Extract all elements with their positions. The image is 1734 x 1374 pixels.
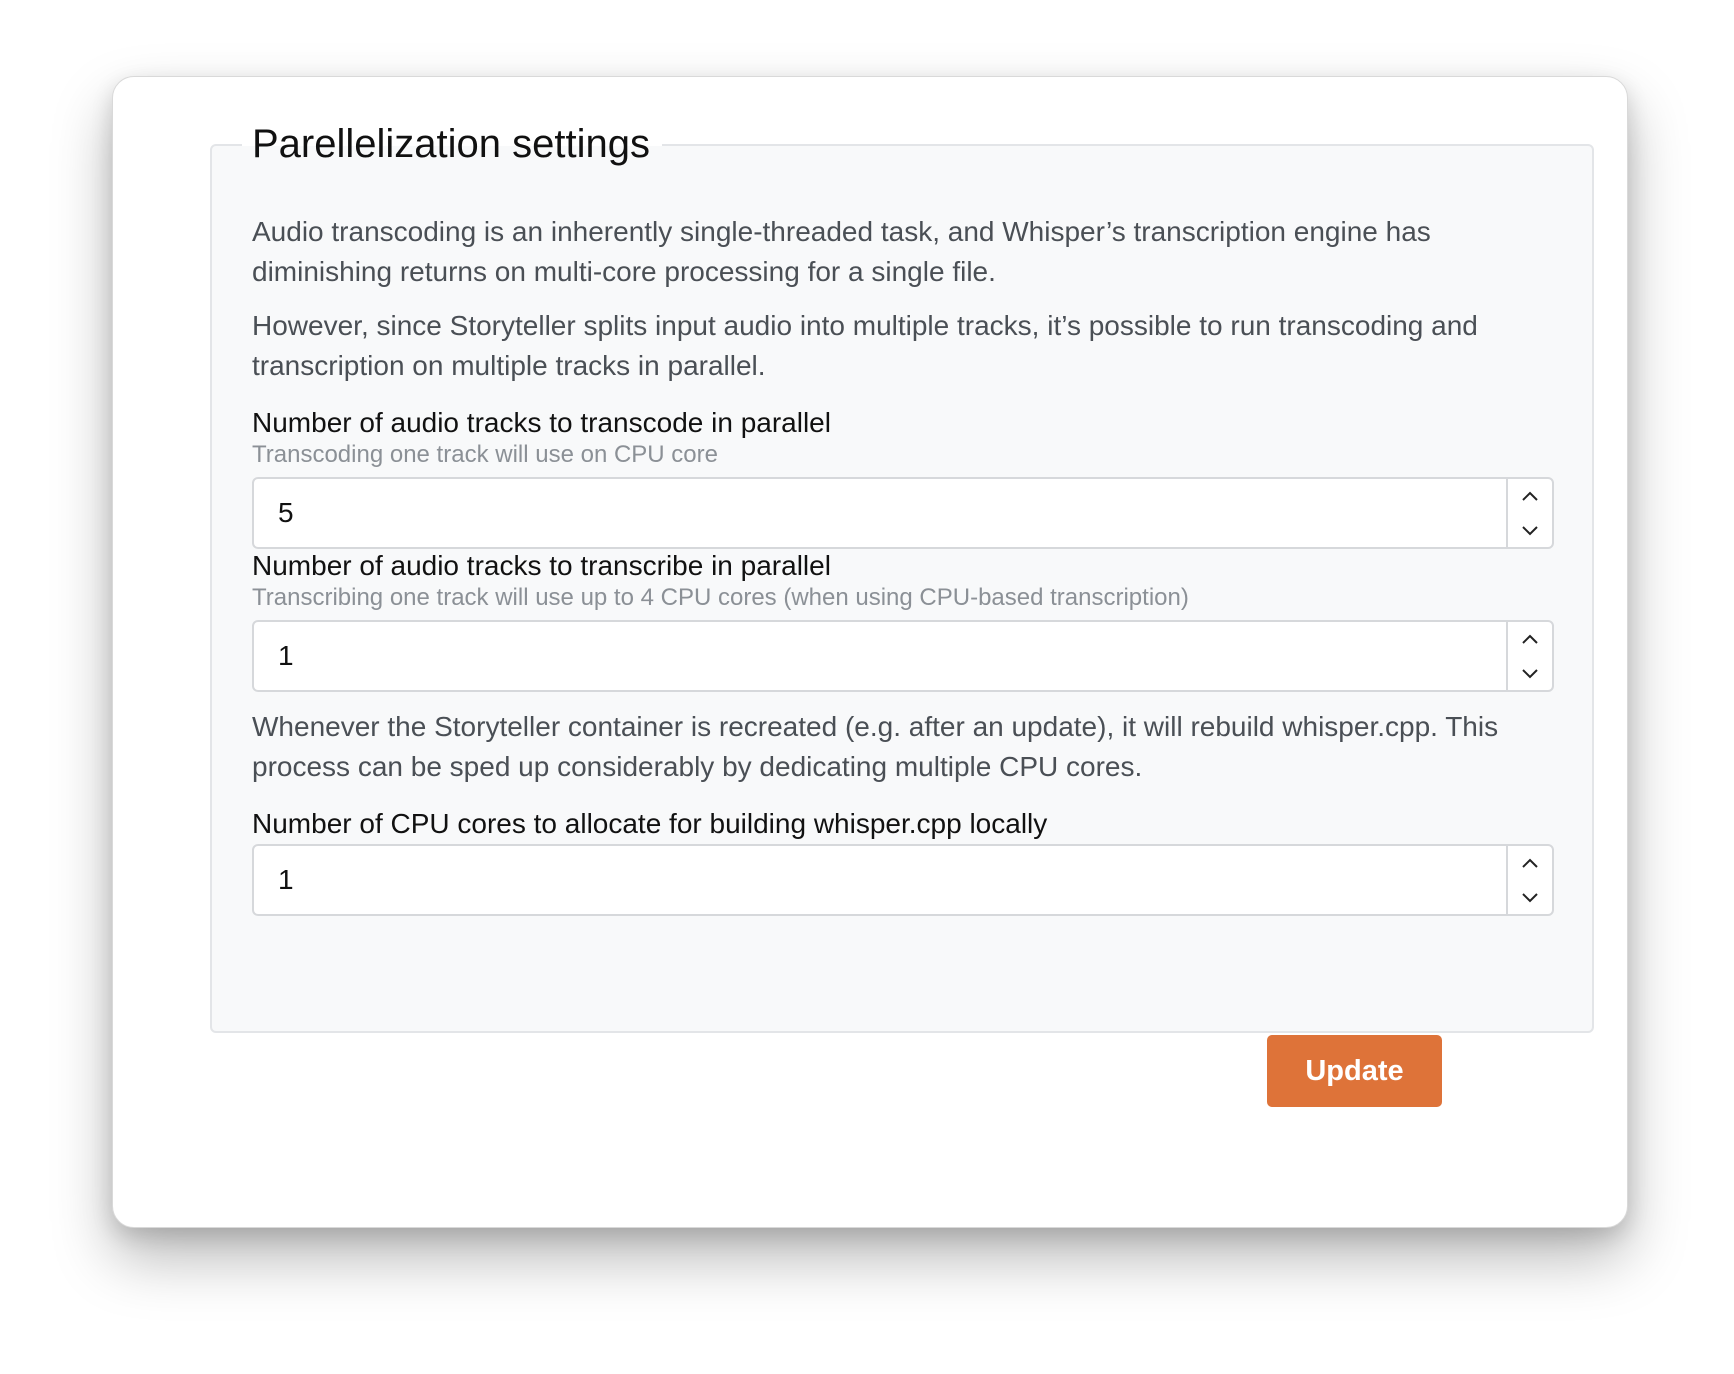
transcode-parallel-label: Number of audio tracks to transcode in parallel [252, 407, 831, 438]
section-title: Parellelization settings [242, 118, 662, 170]
build-cores-stepper[interactable] [1506, 846, 1552, 914]
chevron-down-icon[interactable] [1508, 513, 1552, 547]
chevron-up-icon[interactable] [1508, 479, 1552, 513]
chevron-up-icon[interactable] [1508, 622, 1552, 656]
build-cores-value[interactable]: 1 [278, 864, 294, 895]
transcode-parallel-stepper[interactable] [1506, 479, 1552, 547]
transcribe-parallel-stepper[interactable] [1506, 622, 1552, 690]
build-cores-label: Number of CPU cores to allocate for building whisper.cpp locally [252, 808, 1048, 839]
transcribe-parallel-label: Number of audio tracks to transcribe in parallel [252, 550, 831, 581]
parallelization-settings-fieldset [210, 122, 1594, 1033]
description-parallel-tracks: However, since Storyteller splits input audio into multiple tracks, it’s possible to run transcoding and transcription on multiple tracks in parallel. [252, 310, 1478, 381]
transcode-parallel-value[interactable]: 5 [278, 497, 294, 528]
chevron-down-icon[interactable] [1508, 656, 1552, 690]
transcribe-parallel-value[interactable]: 1 [278, 640, 294, 671]
transcribe-parallel-hint: Transcribing one track will use up to 4 CPU cores (when using CPU-based transcription) [252, 584, 1189, 611]
description-whisper-rebuild: Whenever the Storyteller container is recreated (e.g. after an update), it will rebuild whisper.cpp. This process can be sped up considerably by dedicating multiple CPU cores. [252, 711, 1499, 782]
transcribe-parallel-input[interactable] [252, 620, 1554, 692]
build-cores-input[interactable] [252, 844, 1554, 916]
transcode-parallel-input[interactable] [252, 477, 1554, 549]
description-transcoding: Audio transcoding is an inherently single-threaded task, and Whisper’s transcription engine has diminishing returns on multi-core processing for a single file. [252, 216, 1431, 287]
chevron-down-icon[interactable] [1508, 880, 1552, 914]
chevron-up-icon[interactable] [1508, 846, 1552, 880]
update-button[interactable]: Update [1267, 1035, 1442, 1107]
transcode-parallel-hint: Transcoding one track will use on CPU core [252, 441, 718, 468]
